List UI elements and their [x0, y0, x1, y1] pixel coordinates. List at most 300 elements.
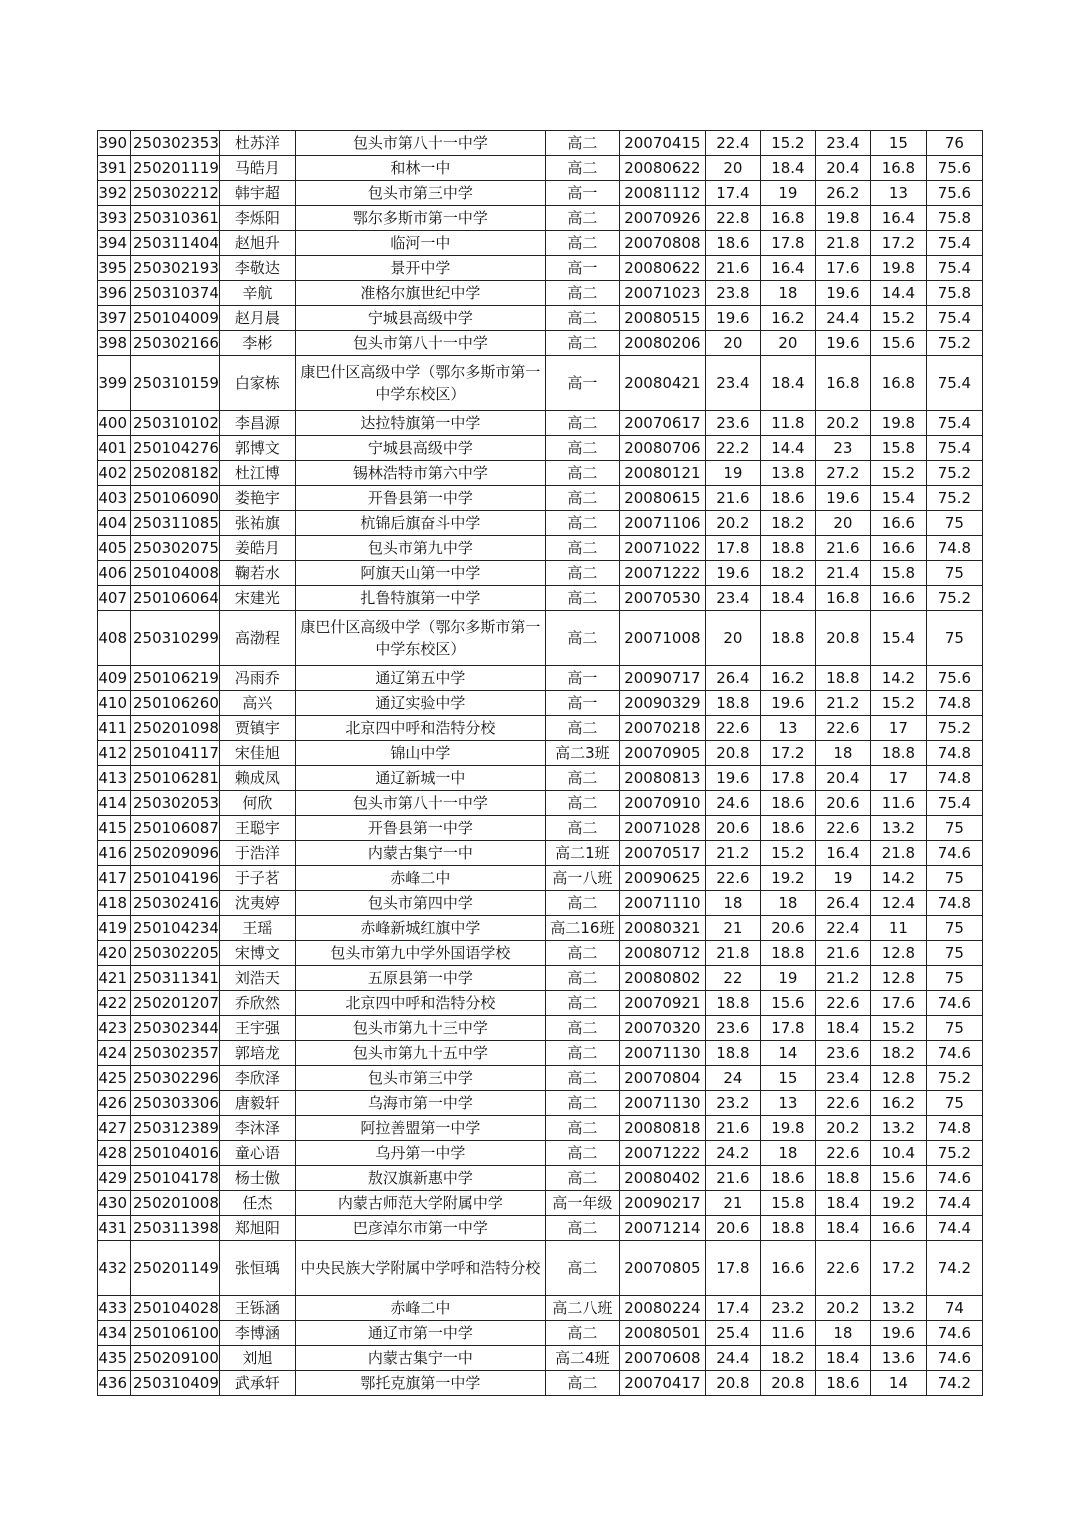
cell-birth: 20080206: [619, 331, 705, 356]
cell-total: 76: [926, 131, 982, 156]
cell-s4: 12.8: [870, 966, 926, 991]
cell-name: 于浩洋: [219, 841, 295, 866]
cell-name: 何欣: [219, 791, 295, 816]
cell-school: 锡林浩特市第六中学: [295, 461, 545, 486]
cell-s1: 20.8: [705, 741, 760, 766]
table-row: [98, 461, 983, 486]
cell-s4: 21.8: [870, 841, 926, 866]
cell-s2: 14: [760, 1041, 815, 1066]
cell-name: 高兴: [219, 691, 295, 716]
cell-school: 敖汉旗新惠中学: [295, 1166, 545, 1191]
cell-rank: 395: [98, 256, 131, 281]
cell-s3: 20.8: [815, 611, 870, 666]
cell-s4: 15.2: [870, 306, 926, 331]
table-row: [98, 1066, 983, 1091]
cell-grade: 高二: [545, 1216, 619, 1241]
cell-grade: 高二: [545, 791, 619, 816]
cell-school: 包头市第三中学: [295, 181, 545, 206]
cell-total: 75.2: [926, 716, 982, 741]
cell-s1: 17.4: [705, 181, 760, 206]
cell-s3: 21.2: [815, 691, 870, 716]
cell-s1: 24.2: [705, 1141, 760, 1166]
cell-name: 张恒瑀: [219, 1241, 295, 1296]
cell-name: 任杰: [219, 1191, 295, 1216]
cell-school: 乌海市第一中学: [295, 1091, 545, 1116]
cell-s1: 21.2: [705, 841, 760, 866]
cell-exam_no: 250311398: [131, 1216, 220, 1241]
cell-s2: 19: [760, 181, 815, 206]
cell-birth: 20070926: [619, 206, 705, 231]
cell-s2: 13: [760, 1091, 815, 1116]
cell-name: 宋博文: [219, 941, 295, 966]
cell-school: 宁城县高级中学: [295, 306, 545, 331]
cell-school: 阿拉善盟第一中学: [295, 1116, 545, 1141]
cell-s4: 15.2: [870, 1016, 926, 1041]
cell-s3: 16.4: [815, 841, 870, 866]
cell-s1: 21.6: [705, 1116, 760, 1141]
cell-exam_no: 250201119: [131, 156, 220, 181]
cell-school: 锦山中学: [295, 741, 545, 766]
cell-grade: 高二3班: [545, 741, 619, 766]
cell-total: 75: [926, 866, 982, 891]
cell-birth: 20080501: [619, 1321, 705, 1346]
cell-school: 鄂尔多斯市第一中学: [295, 206, 545, 231]
cell-s1: 20: [705, 156, 760, 181]
table-row: [98, 766, 983, 791]
table-row: [98, 411, 983, 436]
cell-exam_no: 250104234: [131, 916, 220, 941]
cell-rank: 422: [98, 991, 131, 1016]
table-row: [98, 1091, 983, 1116]
cell-s3: 21.8: [815, 231, 870, 256]
cell-s3: 22.6: [815, 1141, 870, 1166]
cell-s4: 15: [870, 131, 926, 156]
cell-birth: 20070921: [619, 991, 705, 1016]
table-row: [98, 916, 983, 941]
cell-rank: 402: [98, 461, 131, 486]
cell-s1: 19: [705, 461, 760, 486]
cell-exam_no: 250106090: [131, 486, 220, 511]
cell-exam_no: 250104117: [131, 741, 220, 766]
cell-s2: 15.8: [760, 1191, 815, 1216]
cell-s3: 23.4: [815, 131, 870, 156]
cell-total: 75: [926, 611, 982, 666]
cell-s1: 20: [705, 331, 760, 356]
cell-name: 武承轩: [219, 1371, 295, 1396]
cell-birth: 20070517: [619, 841, 705, 866]
table-row: [98, 131, 983, 156]
cell-s4: 16.8: [870, 356, 926, 411]
cell-s1: 21.6: [705, 486, 760, 511]
cell-s4: 17.2: [870, 231, 926, 256]
cell-s3: 23: [815, 436, 870, 461]
cell-s1: 19.6: [705, 766, 760, 791]
cell-grade: 高二: [545, 586, 619, 611]
cell-birth: 20080515: [619, 306, 705, 331]
table-row: [98, 716, 983, 741]
cell-rank: 426: [98, 1091, 131, 1116]
cell-s4: 16.6: [870, 511, 926, 536]
cell-s4: 19.8: [870, 256, 926, 281]
cell-grade: 高二: [545, 411, 619, 436]
cell-rank: 433: [98, 1296, 131, 1321]
table-row: [98, 791, 983, 816]
cell-name: 娄艳宇: [219, 486, 295, 511]
cell-s1: 22.6: [705, 716, 760, 741]
cell-rank: 397: [98, 306, 131, 331]
table-row: [98, 206, 983, 231]
cell-name: 李沐泽: [219, 1116, 295, 1141]
cell-school: 五原县第一中学: [295, 966, 545, 991]
cell-rank: 431: [98, 1216, 131, 1241]
cell-exam_no: 250302212: [131, 181, 220, 206]
cell-exam_no: 250106064: [131, 586, 220, 611]
cell-s3: 18.8: [815, 1166, 870, 1191]
cell-exam_no: 250106260: [131, 691, 220, 716]
cell-s4: 12.4: [870, 891, 926, 916]
cell-birth: 20080622: [619, 256, 705, 281]
cell-school: 通辽市第一中学: [295, 1321, 545, 1346]
cell-birth: 20071130: [619, 1041, 705, 1066]
cell-s3: 23.6: [815, 1041, 870, 1066]
cell-s1: 25.4: [705, 1321, 760, 1346]
cell-s1: 19.6: [705, 561, 760, 586]
cell-total: 74: [926, 1296, 982, 1321]
cell-exam_no: 250302357: [131, 1041, 220, 1066]
cell-total: 75: [926, 1091, 982, 1116]
cell-birth: 20080615: [619, 486, 705, 511]
cell-s4: 13.2: [870, 1296, 926, 1321]
cell-rank: 423: [98, 1016, 131, 1041]
cell-s1: 18.6: [705, 231, 760, 256]
cell-name: 李彬: [219, 331, 295, 356]
cell-s3: 22.6: [815, 991, 870, 1016]
cell-rank: 419: [98, 916, 131, 941]
cell-s3: 19.6: [815, 331, 870, 356]
cell-s3: 18.4: [815, 1216, 870, 1241]
cell-birth: 20071222: [619, 1141, 705, 1166]
cell-s4: 16.6: [870, 536, 926, 561]
cell-name: 冯雨乔: [219, 666, 295, 691]
cell-total: 75.2: [926, 1066, 982, 1091]
table-row: [98, 691, 983, 716]
cell-birth: 20070415: [619, 131, 705, 156]
cell-s4: 16.6: [870, 1216, 926, 1241]
cell-s2: 18.8: [760, 611, 815, 666]
cell-s4: 13.6: [870, 1346, 926, 1371]
cell-s2: 15.2: [760, 131, 815, 156]
cell-s4: 18.8: [870, 741, 926, 766]
cell-school: 包头市第九十三中学: [295, 1016, 545, 1041]
cell-s1: 21: [705, 916, 760, 941]
cell-s4: 14.2: [870, 866, 926, 891]
cell-rank: 418: [98, 891, 131, 916]
cell-birth: 20080121: [619, 461, 705, 486]
cell-s2: 17.8: [760, 766, 815, 791]
cell-total: 74.4: [926, 1191, 982, 1216]
cell-total: 74.6: [926, 1166, 982, 1191]
cell-name: 郭培龙: [219, 1041, 295, 1066]
cell-birth: 20070805: [619, 1241, 705, 1296]
cell-grade: 高二: [545, 991, 619, 1016]
cell-s1: 23.4: [705, 356, 760, 411]
cell-total: 74.2: [926, 1241, 982, 1296]
cell-grade: 高一八班: [545, 866, 619, 891]
table-row: [98, 561, 983, 586]
cell-school: 包头市第九中学外国语学校: [295, 941, 545, 966]
cell-school: 包头市第九十五中学: [295, 1041, 545, 1066]
cell-total: 75.2: [926, 1141, 982, 1166]
cell-s2: 15: [760, 1066, 815, 1091]
cell-exam_no: 250106087: [131, 816, 220, 841]
cell-s4: 17.2: [870, 1241, 926, 1296]
cell-rank: 416: [98, 841, 131, 866]
cell-grade: 高一: [545, 181, 619, 206]
cell-school: 鄂托克旗第一中学: [295, 1371, 545, 1396]
cell-grade: 高二: [545, 1166, 619, 1191]
cell-exam_no: 250302353: [131, 131, 220, 156]
cell-grade: 高二: [545, 156, 619, 181]
cell-name: 李烁阳: [219, 206, 295, 231]
cell-s2: 17.8: [760, 1016, 815, 1041]
cell-s3: 20: [815, 511, 870, 536]
cell-school: 康巴什区高级中学（鄂尔多斯市第一中学东校区）: [295, 611, 545, 666]
cell-rank: 421: [98, 966, 131, 991]
cell-exam_no: 250106100: [131, 1321, 220, 1346]
cell-s2: 18: [760, 891, 815, 916]
cell-rank: 391: [98, 156, 131, 181]
cell-grade: 高二: [545, 1116, 619, 1141]
table-row: [98, 486, 983, 511]
cell-s3: 22.6: [815, 816, 870, 841]
cell-rank: 390: [98, 131, 131, 156]
cell-grade: 高二: [545, 716, 619, 741]
cell-s1: 23.8: [705, 281, 760, 306]
cell-grade: 高二: [545, 816, 619, 841]
cell-exam_no: 250312389: [131, 1116, 220, 1141]
cell-s1: 20.6: [705, 816, 760, 841]
cell-rank: 411: [98, 716, 131, 741]
cell-name: 王宇强: [219, 1016, 295, 1041]
cell-s4: 12.8: [870, 1066, 926, 1091]
cell-birth: 20081112: [619, 181, 705, 206]
cell-s1: 20.8: [705, 1371, 760, 1396]
table-row: [98, 536, 983, 561]
cell-birth: 20071130: [619, 1091, 705, 1116]
cell-school: 内蒙古集宁一中: [295, 1346, 545, 1371]
cell-s2: 20: [760, 331, 815, 356]
cell-s2: 19.8: [760, 1116, 815, 1141]
cell-s2: 13.8: [760, 461, 815, 486]
cell-grade: 高二: [545, 611, 619, 666]
cell-school: 内蒙古集宁一中: [295, 841, 545, 866]
cell-s1: 21.6: [705, 256, 760, 281]
cell-s3: 18.4: [815, 1191, 870, 1216]
cell-total: 75.4: [926, 356, 982, 411]
cell-rank: 404: [98, 511, 131, 536]
cell-grade: 高二: [545, 131, 619, 156]
cell-s3: 22.6: [815, 716, 870, 741]
cell-total: 75.4: [926, 411, 982, 436]
cell-s1: 18.8: [705, 991, 760, 1016]
cell-school: 开鲁县第一中学: [295, 486, 545, 511]
cell-s3: 19.6: [815, 281, 870, 306]
cell-grade: 高二: [545, 231, 619, 256]
table-row: [98, 231, 983, 256]
cell-birth: 20080622: [619, 156, 705, 181]
cell-grade: 高一年级: [545, 1191, 619, 1216]
cell-name: 刘浩天: [219, 966, 295, 991]
cell-total: 75.2: [926, 331, 982, 356]
table-row: [98, 816, 983, 841]
cell-grade: 高一: [545, 256, 619, 281]
cell-name: 王铄涵: [219, 1296, 295, 1321]
cell-s3: 23.4: [815, 1066, 870, 1091]
cell-rank: 403: [98, 486, 131, 511]
cell-s4: 19.6: [870, 1321, 926, 1346]
cell-s4: 16.4: [870, 206, 926, 231]
cell-birth: 20090625: [619, 866, 705, 891]
cell-s3: 19: [815, 866, 870, 891]
cell-rank: 406: [98, 561, 131, 586]
cell-birth: 20080402: [619, 1166, 705, 1191]
cell-total: 75: [926, 511, 982, 536]
cell-s3: 27.2: [815, 461, 870, 486]
cell-name: 辛航: [219, 281, 295, 306]
cell-s1: 23.2: [705, 1091, 760, 1116]
cell-rank: 417: [98, 866, 131, 891]
cell-s1: 17.8: [705, 1241, 760, 1296]
cell-school: 达拉特旗第一中学: [295, 411, 545, 436]
cell-s1: 24.6: [705, 791, 760, 816]
cell-s2: 17.2: [760, 741, 815, 766]
cell-exam_no: 250302193: [131, 256, 220, 281]
table-row: [98, 966, 983, 991]
cell-birth: 20080802: [619, 966, 705, 991]
cell-s4: 18.2: [870, 1041, 926, 1066]
cell-total: 75: [926, 561, 982, 586]
cell-s3: 20.4: [815, 766, 870, 791]
cell-s2: 18.6: [760, 486, 815, 511]
table-row: [98, 306, 983, 331]
cell-name: 张祐旗: [219, 511, 295, 536]
cell-total: 75.4: [926, 791, 982, 816]
cell-s3: 26.2: [815, 181, 870, 206]
cell-exam_no: 250311404: [131, 231, 220, 256]
table-row: [98, 991, 983, 1016]
cell-s2: 18.2: [760, 1346, 815, 1371]
cell-school: 乌丹第一中学: [295, 1141, 545, 1166]
cell-rank: 435: [98, 1346, 131, 1371]
cell-exam_no: 250310409: [131, 1371, 220, 1396]
cell-s1: 22: [705, 966, 760, 991]
cell-s2: 11.8: [760, 411, 815, 436]
cell-total: 74.8: [926, 891, 982, 916]
cell-s3: 18.6: [815, 1371, 870, 1396]
cell-birth: 20070608: [619, 1346, 705, 1371]
cell-total: 74.6: [926, 1041, 982, 1066]
table-row: [98, 611, 983, 666]
cell-s1: 18.8: [705, 1041, 760, 1066]
cell-s1: 20.6: [705, 1216, 760, 1241]
cell-s4: 15.4: [870, 611, 926, 666]
cell-exam_no: 250311085: [131, 511, 220, 536]
cell-s1: 17.4: [705, 1296, 760, 1321]
cell-s4: 19.8: [870, 411, 926, 436]
cell-s2: 20.6: [760, 916, 815, 941]
cell-s2: 19: [760, 966, 815, 991]
cell-school: 通辽第五中学: [295, 666, 545, 691]
cell-school: 包头市第三中学: [295, 1066, 545, 1091]
cell-total: 74.6: [926, 1321, 982, 1346]
cell-name: 李欣泽: [219, 1066, 295, 1091]
cell-s4: 17: [870, 766, 926, 791]
cell-exam_no: 250302166: [131, 331, 220, 356]
cell-s3: 20.6: [815, 791, 870, 816]
cell-s4: 13: [870, 181, 926, 206]
cell-name: 王聪宇: [219, 816, 295, 841]
cell-s4: 14.2: [870, 666, 926, 691]
table-row: [98, 891, 983, 916]
cell-name: 赖成凤: [219, 766, 295, 791]
cell-grade: 高二八班: [545, 1296, 619, 1321]
cell-grade: 高二: [545, 941, 619, 966]
cell-exam_no: 250208182: [131, 461, 220, 486]
cell-school: 北京四中呼和浩特分校: [295, 716, 545, 741]
cell-total: 75: [926, 966, 982, 991]
cell-birth: 20071023: [619, 281, 705, 306]
cell-grade: 高二16班: [545, 916, 619, 941]
cell-rank: 407: [98, 586, 131, 611]
cell-total: 74.8: [926, 741, 982, 766]
table-row: [98, 436, 983, 461]
cell-s2: 16.8: [760, 206, 815, 231]
table-row: [98, 1041, 983, 1066]
cell-exam_no: 250310299: [131, 611, 220, 666]
cell-s2: 18.6: [760, 816, 815, 841]
cell-birth: 20090329: [619, 691, 705, 716]
cell-birth: 20071110: [619, 891, 705, 916]
cell-birth: 20071106: [619, 511, 705, 536]
cell-birth: 20070804: [619, 1066, 705, 1091]
cell-s4: 16.6: [870, 586, 926, 611]
cell-rank: 424: [98, 1041, 131, 1066]
cell-exam_no: 250302205: [131, 941, 220, 966]
cell-s2: 14.4: [760, 436, 815, 461]
cell-s3: 20.2: [815, 411, 870, 436]
table-row: [98, 1296, 983, 1321]
cell-exam_no: 250302344: [131, 1016, 220, 1041]
cell-s2: 18: [760, 281, 815, 306]
cell-total: 75.2: [926, 586, 982, 611]
table-row: [98, 841, 983, 866]
cell-rank: 415: [98, 816, 131, 841]
cell-name: 沈夷婷: [219, 891, 295, 916]
cell-total: 75.2: [926, 461, 982, 486]
cell-grade: 高一: [545, 666, 619, 691]
cell-school: 包头市第八十一中学: [295, 331, 545, 356]
cell-birth: 20071022: [619, 536, 705, 561]
cell-s3: 22.6: [815, 1091, 870, 1116]
cell-s1: 24: [705, 1066, 760, 1091]
cell-rank: 409: [98, 666, 131, 691]
cell-school: 宁城县高级中学: [295, 436, 545, 461]
table-row: [98, 1016, 983, 1041]
cell-school: 包头市第四中学: [295, 891, 545, 916]
cell-name: 乔欣然: [219, 991, 295, 1016]
table-row: [98, 1346, 983, 1371]
cell-s4: 17.6: [870, 991, 926, 1016]
